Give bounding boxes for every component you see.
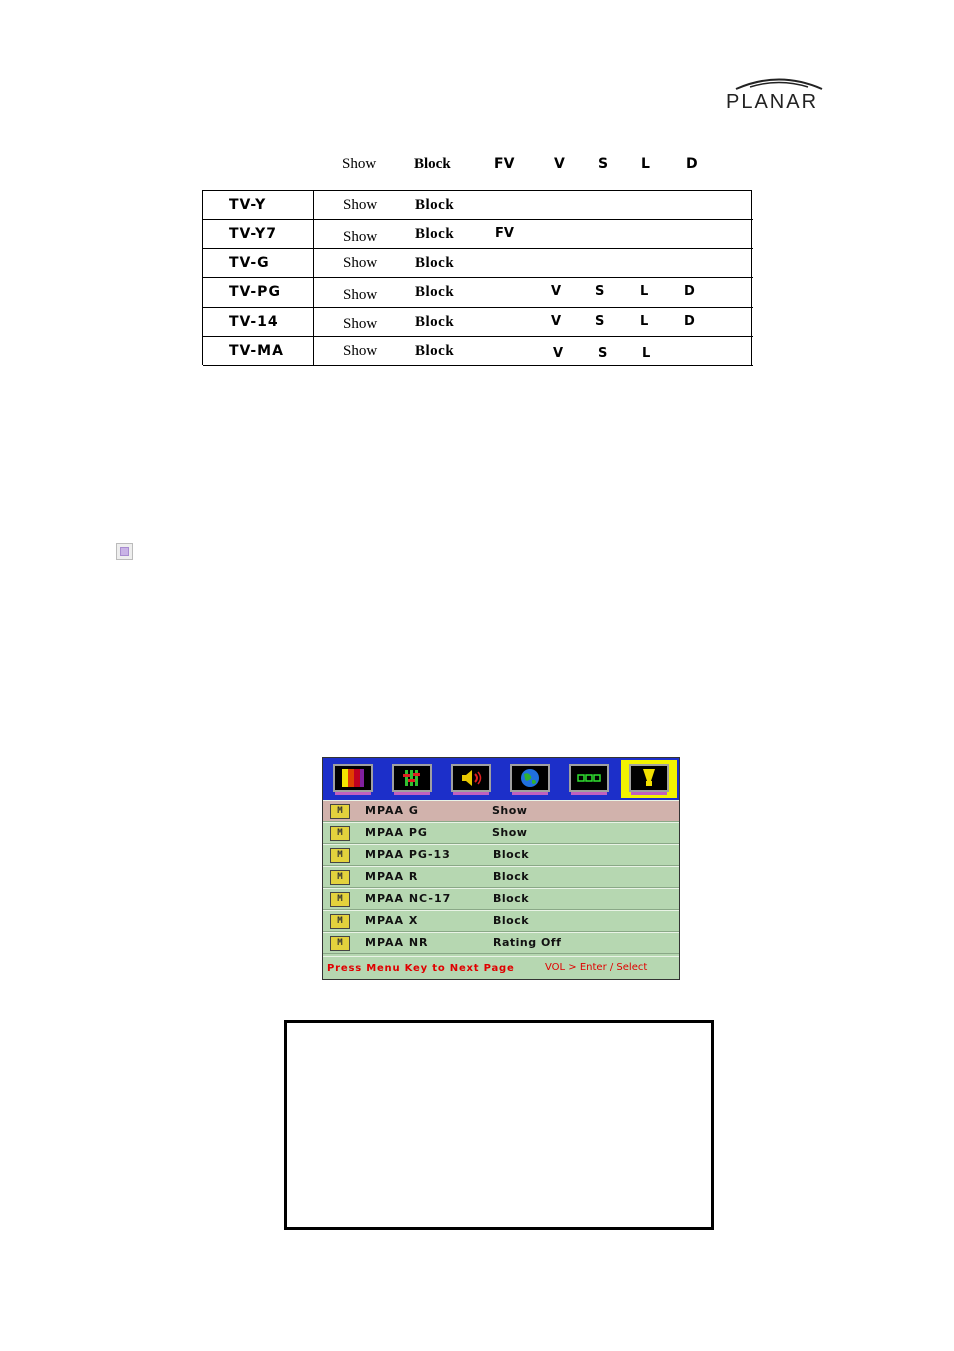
rating-name: TV-G xyxy=(229,255,270,271)
mpaa-rating-name: MPAA PG-13 xyxy=(365,848,451,861)
header-fv: FV xyxy=(494,156,515,172)
rating-s: S xyxy=(595,284,605,299)
list-item-mpaa-g[interactable] xyxy=(323,800,679,822)
tab-setup[interactable] xyxy=(502,760,558,798)
rating-show: Show xyxy=(343,316,378,332)
table-row-tv-ma xyxy=(203,337,753,366)
mpaa-rating-value: Block xyxy=(493,892,530,905)
mpaa-rating-name: MPAA NC-17 xyxy=(365,892,452,905)
planar-logo xyxy=(722,76,842,116)
table-row-tv-pg xyxy=(203,278,753,308)
rating-show: Show xyxy=(343,197,378,213)
note-box xyxy=(284,1020,714,1230)
mpaa-rating-value: Show xyxy=(492,804,528,817)
table-row-tv-y xyxy=(203,191,753,220)
osd-footer xyxy=(323,956,679,981)
table-row-tv-14 xyxy=(203,308,753,337)
osd-tab-bar xyxy=(323,758,679,800)
rating-v: V xyxy=(551,314,562,329)
mpaa-rating-value: Show xyxy=(492,826,528,839)
display-mode-icon xyxy=(569,764,609,792)
rating-block: Block xyxy=(415,197,455,213)
rating-d: D xyxy=(684,314,695,329)
mpaa-rating-name: MPAA R xyxy=(365,870,419,883)
logo-arc-icon xyxy=(730,76,828,92)
mpaa-rating-value: Block xyxy=(493,870,530,883)
table-row-tv-g xyxy=(203,249,753,278)
tab-picture[interactable] xyxy=(325,760,381,798)
mpaa-icon: M xyxy=(330,914,350,929)
mpaa-icon: M xyxy=(330,892,350,907)
mpaa-rating-value: Rating Off xyxy=(493,936,562,949)
rating-s: S xyxy=(595,314,605,329)
parental-lock-icon xyxy=(629,764,669,792)
mpaa-icon: M xyxy=(330,826,350,841)
vol-select-hint: VOL > Enter / Select xyxy=(545,962,648,973)
tab-sound[interactable] xyxy=(443,760,499,798)
rating-block: Block xyxy=(415,255,455,271)
rating-show: Show xyxy=(343,255,378,271)
rating-block: Block xyxy=(415,284,455,300)
rating-v: V xyxy=(553,346,564,361)
mpaa-icon: M xyxy=(330,870,350,885)
mpaa-icon: M xyxy=(330,848,350,863)
tv-rating-table xyxy=(202,190,752,365)
rating-name: TV-PG xyxy=(229,284,281,300)
tab-display[interactable] xyxy=(561,760,617,798)
header-l: L xyxy=(641,156,650,172)
list-item-mpaa-r[interactable] xyxy=(323,866,679,888)
rating-v: V xyxy=(551,284,562,299)
header-block: Block xyxy=(414,156,451,172)
mpaa-icon: M xyxy=(330,936,350,951)
rating-name: TV-14 xyxy=(229,314,279,330)
rating-name: TV-Y7 xyxy=(229,226,277,242)
mpaa-rating-value: Block xyxy=(493,848,530,861)
equalizer-icon xyxy=(392,764,432,792)
osd-parental-menu xyxy=(322,757,680,980)
tab-audio-eq[interactable] xyxy=(384,760,440,798)
list-item-mpaa-nc17[interactable] xyxy=(323,888,679,910)
rating-block: Block xyxy=(415,314,455,330)
next-page-hint: Press Menu Key to Next Page xyxy=(327,963,515,974)
rating-show: Show xyxy=(343,229,378,245)
rating-show: Show xyxy=(343,343,378,359)
list-item-mpaa-nr[interactable] xyxy=(323,932,679,954)
mpaa-rating-name: MPAA X xyxy=(365,914,419,927)
mpaa-rating-value: Block xyxy=(493,914,530,927)
table-row-tv-y7 xyxy=(203,220,753,249)
rating-l: L xyxy=(640,314,649,329)
rating-show: Show xyxy=(343,287,378,303)
list-item-mpaa-x[interactable] xyxy=(323,910,679,932)
list-item-mpaa-pg13[interactable] xyxy=(323,844,679,866)
logo-text: PLANAR xyxy=(726,91,819,113)
rating-l: L xyxy=(642,346,651,361)
list-item-mpaa-pg[interactable] xyxy=(323,822,679,844)
header-d: D xyxy=(686,156,698,172)
header-v: V xyxy=(554,156,565,172)
header-s: S xyxy=(598,156,609,172)
speaker-sound-icon xyxy=(451,764,491,792)
mpaa-rating-name: MPAA PG xyxy=(365,826,428,839)
bullet-square-icon xyxy=(116,543,133,560)
globe-icon xyxy=(510,764,550,792)
rating-name: TV-Y xyxy=(229,197,267,213)
mpaa-rating-name: MPAA G xyxy=(365,804,419,817)
picture-color-bars-icon xyxy=(333,764,373,792)
rating-block: Block xyxy=(415,343,455,359)
tab-parental[interactable] xyxy=(621,760,677,798)
rating-name: TV-MA xyxy=(229,343,284,359)
rating-d: D xyxy=(684,284,695,299)
osd-rating-list xyxy=(323,800,679,954)
rating-s: S xyxy=(598,346,608,361)
header-show: Show xyxy=(342,156,377,172)
rating-l: L xyxy=(640,284,649,299)
rating-fv: FV xyxy=(495,226,514,241)
mpaa-icon: M xyxy=(330,804,350,819)
rating-block: Block xyxy=(415,226,455,242)
mpaa-rating-name: MPAA NR xyxy=(365,936,429,949)
